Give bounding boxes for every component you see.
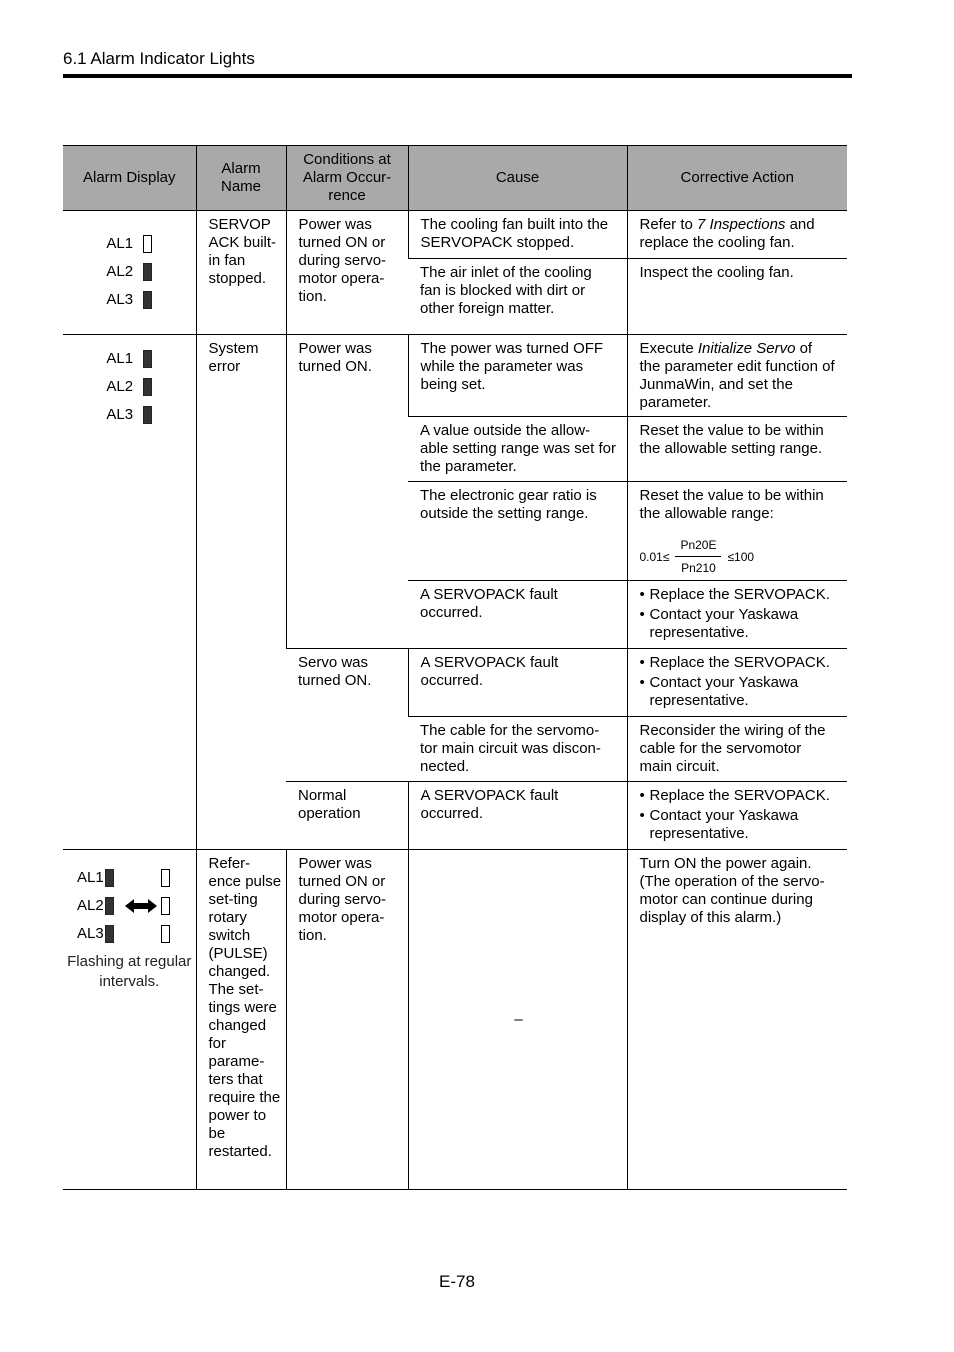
led-al3-on-icon <box>143 406 152 424</box>
led-al3-on-icon <box>143 291 152 309</box>
led-label-al1: AL1 <box>106 235 134 252</box>
cause-pulse-switch: – <box>408 850 627 1190</box>
gear-ratio-formula <box>640 537 838 576</box>
alarm-display-fan <box>63 211 196 335</box>
list-item: • Contact your Yaskawa representative. <box>640 807 838 843</box>
header-alarm-display: Alarm Display <box>63 146 196 211</box>
header-conditions: Conditions at Alarm Occur-rence <box>286 146 408 211</box>
action-fan-stopped: Refer to 7 Inspections and replace the cooling fan. <box>627 211 847 259</box>
double-arrow-icon <box>121 892 161 920</box>
formula-numerator: Pn20E <box>680 538 717 552</box>
alarm-name-system: System error <box>196 335 286 850</box>
action-fan-blocked: Inspect the cooling fan. <box>627 259 847 335</box>
header-alarm-name: Alarm Name <box>196 146 286 211</box>
alarm-display-flashing <box>63 850 196 1190</box>
alarm-name-fan: SERVOP ACK built-in fan stopped. <box>196 211 286 335</box>
cause-power-off-setting: The power was turned OFF while the parameter was being set. <box>408 335 627 417</box>
action-servopack-fault-3 <box>627 782 847 850</box>
alarm-display-system <box>63 335 196 850</box>
formula-left: 0.01≤ <box>639 549 670 564</box>
led-al2-off-icon <box>161 897 170 915</box>
led-al3-off-icon <box>161 925 170 943</box>
led-label-al2: AL2 <box>106 263 134 280</box>
led-al1-on-icon <box>143 350 152 368</box>
alarm-table <box>63 145 847 1190</box>
list-item: • Replace the SERVOPACK. <box>640 787 838 805</box>
cause-gear-ratio: The electronic gear ratio is outside the setting range. <box>408 482 627 581</box>
flashing-note: Flashing at regular intervals. <box>67 953 192 990</box>
list-item: • Contact your Yaskawa representative. <box>640 674 838 710</box>
section-title: 6.1 Alarm Indicator Lights <box>63 49 255 68</box>
led-al2-on-icon <box>143 263 152 281</box>
table-row <box>63 211 847 259</box>
cause-fan-blocked: The air inlet of the cooling fan is blocked with dirt or other foreign matter. <box>408 259 627 335</box>
action-initialize-servo: Execute Initialize Servo of the parameter edit function of JunmaWin, and set the parameter. <box>627 335 847 417</box>
action-reset-value: Reset the value to be within the allowable setting range. <box>627 417 847 482</box>
action-servopack-fault-1 <box>627 581 847 649</box>
action-servopack-fault-2 <box>627 649 847 717</box>
led-label-al2: AL2 <box>77 897 104 914</box>
action-gear-ratio <box>627 482 847 581</box>
list-item: • Replace the SERVOPACK. <box>640 654 838 672</box>
action-restart-power: Turn ON the power again. (The operation of the servo-motor can continue during display of this alarm.) <box>627 850 847 1190</box>
header-corrective-action: Corrective Action <box>627 146 847 211</box>
alarm-name-pulse-switch: Refer-ence pulse set-ting rotary switch (PULSE) changed. The set-tings were changed for parame-ters that require the power to be restarted. <box>196 850 286 1190</box>
cause-fan-stopped: The cooling fan built into the SERVOPACK stopped. <box>408 211 627 259</box>
condition-power-on: Power was turned ON. <box>286 335 408 649</box>
formula-denominator: Pn210 <box>681 561 716 575</box>
led-label-al2: AL2 <box>106 378 134 395</box>
led-label-al3: AL3 <box>106 406 134 423</box>
condition-pulse-switch: Power was turned ON or during servo-motor opera-tion. <box>286 850 408 1190</box>
table-header-row <box>63 146 847 211</box>
led-al2-on-icon <box>143 378 152 396</box>
header-rule <box>63 74 852 78</box>
condition-fan: Power was turned ON or during servo-motor opera-tion. <box>286 211 408 335</box>
cause-servopack-fault-3: A SERVOPACK fault occurred. <box>408 782 627 850</box>
led-al1-off-icon <box>161 869 170 887</box>
cause-servopack-fault-1: A SERVOPACK fault occurred. <box>408 581 627 649</box>
header-cause: Cause <box>408 146 627 211</box>
action-reconsider-wiring: Reconsider the wiring of the cable for the servomotor main circuit. <box>627 717 847 782</box>
condition-normal-operation: Normal operation <box>286 782 408 850</box>
led-al2-on-icon <box>105 897 114 915</box>
condition-servo-on: Servo was turned ON. <box>286 649 408 782</box>
cause-cable-disconnected: The cable for the servomo-tor main circuit was discon-nected. <box>408 717 627 782</box>
led-al3-on-icon <box>105 925 114 943</box>
led-label-al3: AL3 <box>106 291 134 308</box>
table-row <box>63 850 847 1190</box>
fraction-bar <box>675 556 721 557</box>
formula-right: ≤100 <box>727 549 755 564</box>
action-gear-ratio-text: Reset the value to be within the allowable range: <box>639 487 824 522</box>
list-item: • Contact your Yaskawa representative. <box>640 606 838 642</box>
cause-servopack-fault-2: A SERVOPACK fault occurred. <box>408 649 627 717</box>
led-label-al1: AL1 <box>106 350 134 367</box>
list-item: • Replace the SERVOPACK. <box>640 586 838 604</box>
led-al1-on-icon <box>105 869 114 887</box>
led-label-al3: AL3 <box>77 925 104 942</box>
led-label-al1: AL1 <box>77 869 104 886</box>
table-row <box>63 335 847 417</box>
cause-out-of-range: A value outside the allow-able setting range was set for the parameter. <box>408 417 627 482</box>
led-al1-off-icon <box>143 235 152 253</box>
page-number: E-78 <box>439 1272 475 1291</box>
